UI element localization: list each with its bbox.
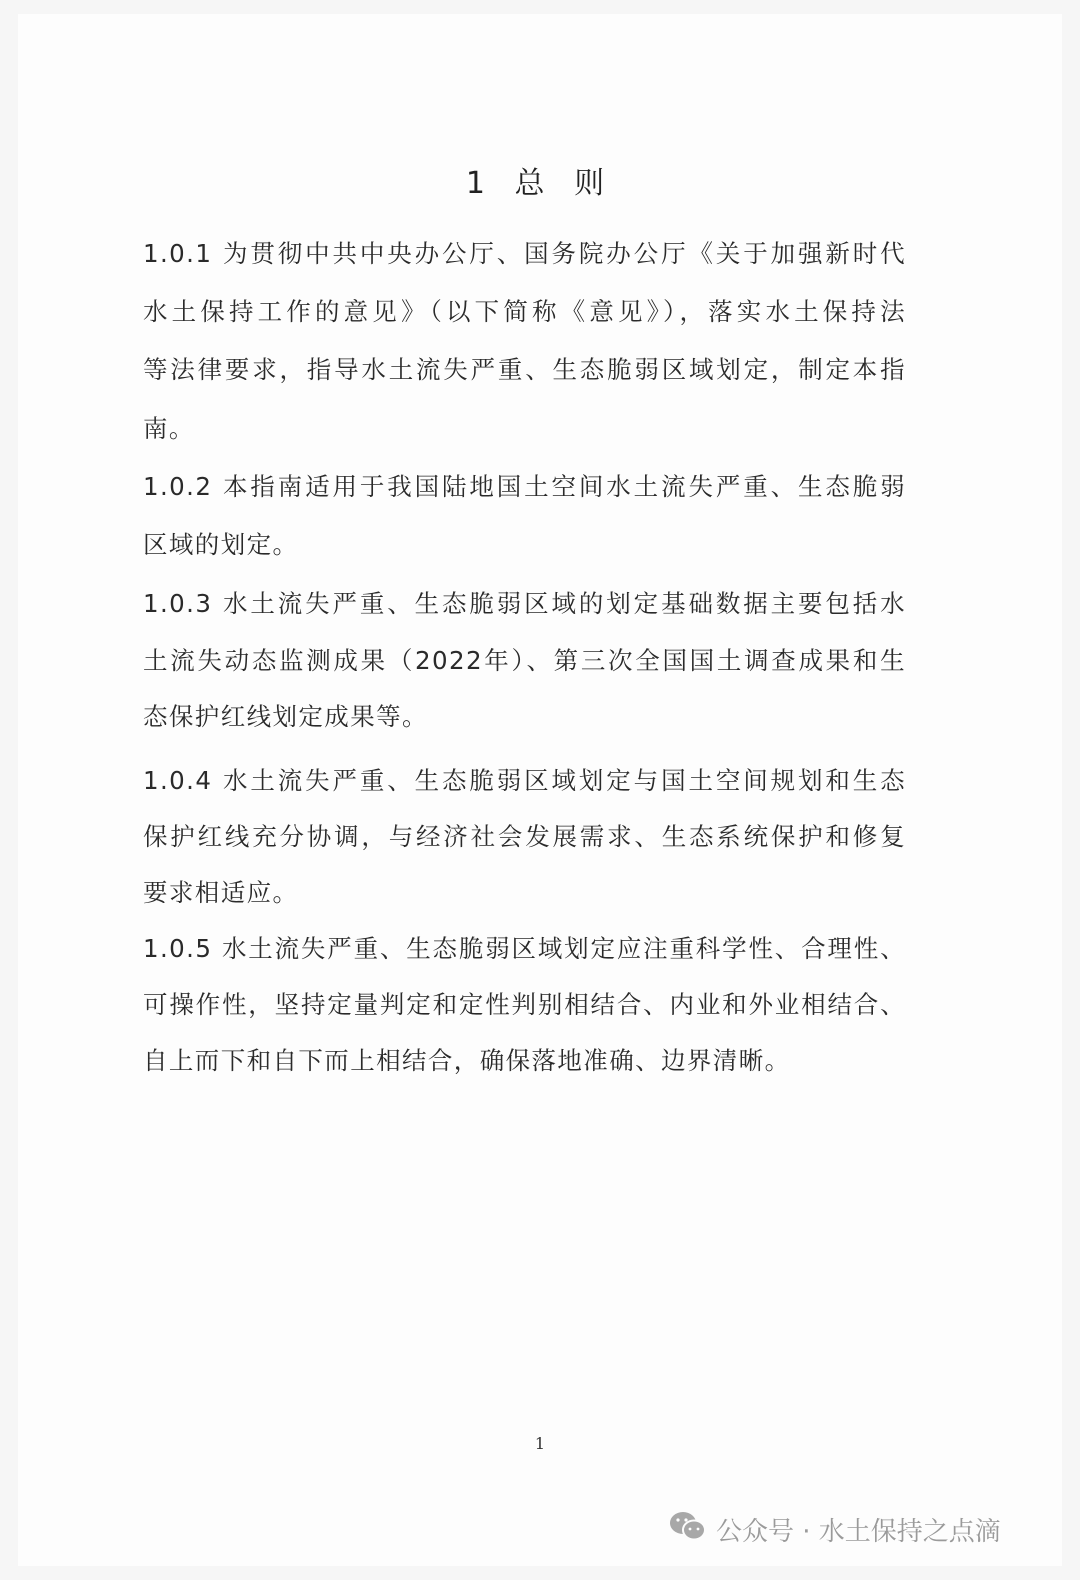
text-line: 1.0.2 本指南适用于我国陆地国土空间水土流失严重、生态脆弱 <box>143 472 906 501</box>
text-line: 南。 <box>143 414 195 443</box>
text-line: 可操作性，坚持定量判定和定性判别相结合、内业和外业相结合、 <box>143 990 906 1019</box>
wechat-icon <box>668 1510 708 1549</box>
page-number: 1 <box>534 1434 546 1453</box>
text-line: 自上而下和自下而上相结合，确保落地准确、边界清晰。 <box>143 1046 791 1075</box>
text-line: 等法律要求，指导水土流失严重、生态脆弱区域划定，制定本指 <box>143 355 906 384</box>
text-line: 土流失动态监测成果（2022年）、第三次全国国土调查成果和生 <box>143 646 906 675</box>
text-line: 1.0.5 水土流失严重、生态脆弱区域划定应注重科学性、合理性、 <box>143 934 906 963</box>
watermark <box>668 1510 1001 1549</box>
text-line: 保护红线充分协调，与经济社会发展需求、生态系统保护和修复 <box>143 822 906 851</box>
text-line: 水土保持工作的意见》（以下简称《意见》），落实水土保持法 <box>143 297 906 326</box>
text-line: 1.0.4 水土流失严重、生态脆弱区域划定与国土空间规划和生态 <box>143 766 906 795</box>
text-line: 区域的划定。 <box>143 530 299 559</box>
watermark-text: 公众号 · 水土保持之点滴 <box>716 1517 1001 1547</box>
text-line: 1.0.1 为贯彻中共中央办公厅、国务院办公厅《关于加强新时代 <box>143 239 906 268</box>
section-title: 1 总 则 <box>465 166 615 201</box>
text-line: 要求相适应。 <box>143 878 299 907</box>
text-line: 态保护红线划定成果等。 <box>143 702 428 731</box>
text-line: 1.0.3 水土流失严重、生态脆弱区域的划定基础数据主要包括水 <box>143 589 906 618</box>
